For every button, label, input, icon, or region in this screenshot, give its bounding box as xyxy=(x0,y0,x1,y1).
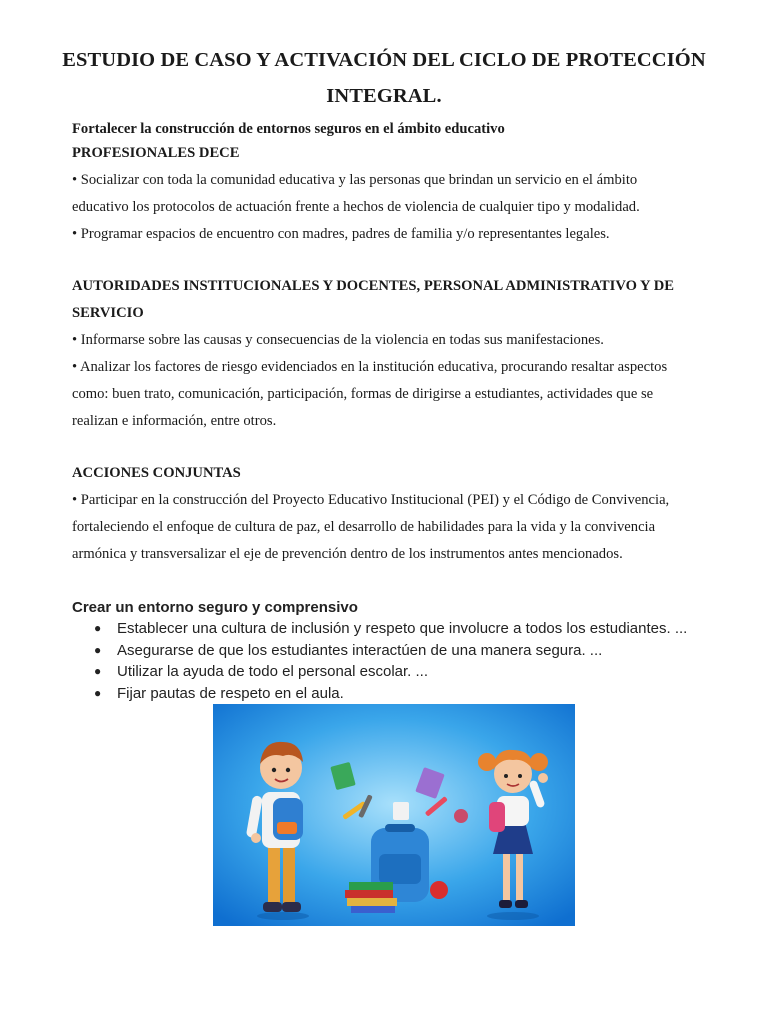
document-subtitle: Fortalecer la construcción de entornos seguros en el ámbito educativo xyxy=(72,121,505,137)
paragraph-line: fortaleciendo el enfoque de cultura de paz, el desarrollo de habilidades para la vida y la convivencia xyxy=(72,519,656,535)
bullet-icon: ● xyxy=(94,642,102,657)
thumbs-up-icon xyxy=(393,802,409,820)
list-item-text: Fijar pautas de respeto en el aula. xyxy=(117,684,344,702)
paragraph-line: • Analizar los factores de riesgo evidenciados en la institución educativa, procurando resaltar aspectos xyxy=(72,359,668,375)
bullet-icon: ● xyxy=(94,685,102,700)
title-line-2: INTEGRAL. xyxy=(326,85,442,107)
apple-icon xyxy=(454,809,468,823)
paragraph-line: • Informarse sobre las causas y consecuencias de la violencia en todas sus manifestaciones. xyxy=(72,332,604,348)
paragraph-line: • Programar espacios de encuentro con madres, padres de familia y/o representantes legales. xyxy=(72,226,610,242)
list-item xyxy=(72,640,732,662)
paragraph-line: educativo los protocolos de actuación frente a hechos de violencia de cualquier tipo y modalidad. xyxy=(72,199,640,215)
title-line-1: ESTUDIO DE CASO Y ACTIVACIÓN DEL CICLO DE PROTECCIÓN xyxy=(62,49,706,71)
children-school-illustration xyxy=(213,704,575,926)
list-item-text: Utilizar la ayuda de todo el personal escolar. ... xyxy=(117,663,429,680)
paragraph-line: • Socializar con toda la comunidad educativa y las personas que brindan un servicio en el ámbito xyxy=(72,172,638,188)
paragraph-line: como: buen trato, comunicación, participación, formas de dirigirse a estudiantes, actividades que se xyxy=(72,386,654,402)
section-heading-autoridades-1: AUTORIDADES INSTITUCIONALES Y DOCENTES, PERSONAL ADMINISTRATIVO Y DE xyxy=(72,278,674,294)
bullet-icon: ● xyxy=(94,664,102,678)
section-heading-acciones: ACCIONES CONJUNTAS xyxy=(72,465,241,481)
section-acciones xyxy=(72,460,732,568)
document-title xyxy=(40,42,728,114)
list-item xyxy=(72,683,732,705)
section-heading-dece: PROFESIONALES DECE xyxy=(72,145,240,161)
paragraph-line: • Participar en la construcción del Proyecto Educativo Institucional (PEI) y el Código de Convivencia, xyxy=(72,492,670,508)
bullet-list xyxy=(72,618,732,704)
books-icon xyxy=(345,882,397,913)
section-autoridades xyxy=(72,273,732,435)
section-heading-autoridades-2: SERVICIO xyxy=(72,305,144,321)
list-item xyxy=(72,661,732,683)
section-entorno xyxy=(72,598,732,704)
section-dece xyxy=(72,117,732,248)
list-item-text: Asegurarse de que los estudiantes interactúen de una manera segura. ... xyxy=(117,641,603,659)
list-item-text: Establecer una cultura de inclusión y respeto que involucre a todos los estudiantes. ... xyxy=(117,620,688,637)
section-heading-entorno: Crear un entorno seguro y comprensivo xyxy=(72,599,358,616)
illustration-svg xyxy=(213,704,575,926)
paragraph-line: realizan e información, entre otros. xyxy=(72,413,277,429)
bullet-icon: ● xyxy=(94,621,102,635)
apple-icon xyxy=(430,881,448,899)
list-item xyxy=(72,618,732,640)
paragraph-line: armónica y transversalizar el eje de prevención dentro de los instrumentos antes mencionados. xyxy=(72,546,623,562)
